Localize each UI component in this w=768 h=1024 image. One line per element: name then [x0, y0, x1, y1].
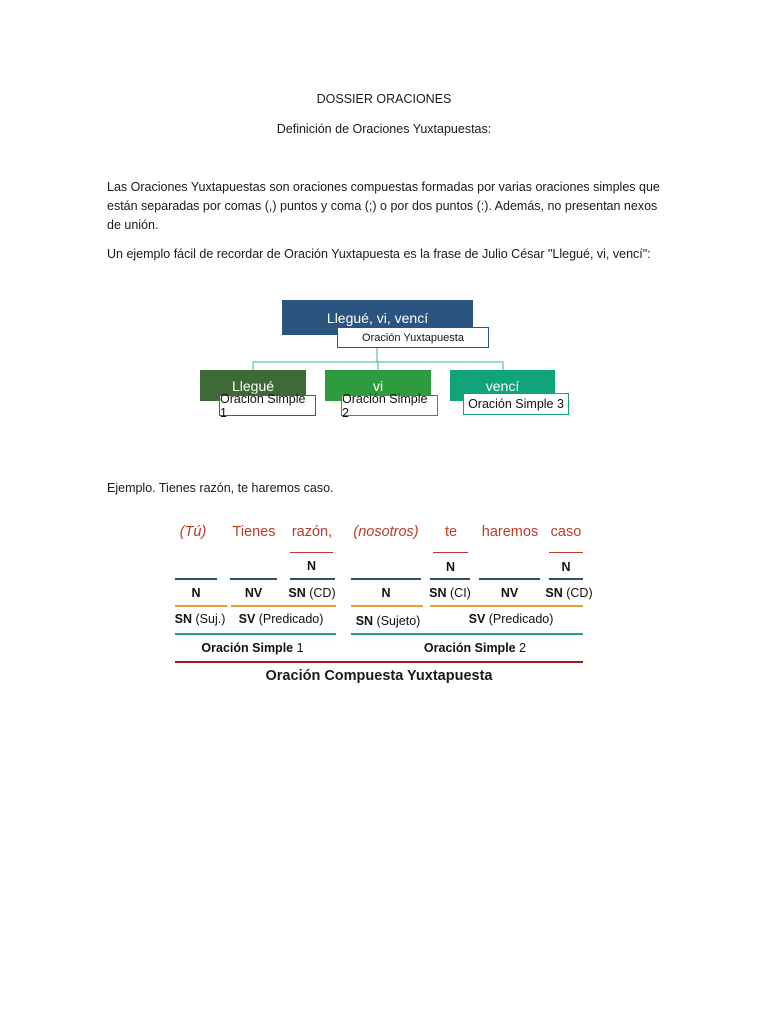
nucleus-line-2 — [433, 552, 468, 553]
simple-sentence-label-2 — [390, 641, 560, 655]
tree-child-word-3: vencí — [485, 377, 520, 394]
function-line-3 — [290, 578, 335, 580]
analysis-word-2: Tienes — [232, 524, 276, 540]
phrase-line-2 — [231, 605, 336, 607]
analysis-word-6: haremos — [481, 524, 539, 540]
phrase-line-3 — [351, 605, 423, 607]
tree-child-label-1: Oración Simple 1 — [219, 395, 316, 416]
function-label-5-rest: (CI) — [446, 586, 471, 600]
phrase-label-3-bold: SN — [355, 614, 374, 628]
nucleus-mark-2: N — [445, 560, 456, 574]
function-label-1 — [175, 586, 217, 600]
simple-sentence-label-2-rest: 2 — [515, 641, 527, 655]
phrase-label-4 — [456, 612, 566, 626]
phrase-label-3-rest: (Sujeto) — [373, 614, 421, 628]
definition-paragraph: Las Oraciones Yuxtapuestas son oraciones compuestas formadas por varias oraciones simples que están separadas por comas (,) puntos y coma (;) o por dos puntos (:). Además, no presentan nexos de unión. — [107, 180, 660, 232]
phrase-label-3 — [348, 614, 428, 628]
function-label-2-bold: NV — [244, 586, 263, 600]
tree-child-label-3: Oración Simple 3 — [463, 393, 569, 415]
compound-sentence-line — [175, 661, 583, 663]
phrase-label-1 — [170, 612, 230, 626]
tree-root-text: Llegué, vi, vencí — [326, 309, 429, 326]
phrase-label-1-bold: SN — [174, 612, 193, 626]
nucleus-mark-1: N — [306, 559, 317, 573]
function-label-6-bold: NV — [500, 586, 519, 600]
phrase-label-4-bold: SV — [468, 612, 486, 626]
phrase-label-4-rest: (Predicado) — [485, 612, 554, 626]
simple-sentence-line-1 — [175, 633, 336, 635]
function-label-6 — [479, 586, 540, 600]
analysis-word-7: caso — [550, 524, 582, 540]
phrase-label-2-bold: SV — [238, 612, 256, 626]
function-line-5 — [430, 578, 470, 580]
analysis-word-5: te — [444, 524, 458, 540]
example-intro-paragraph: Un ejemplo fácil de recordar de Oración Yuxtapuesta es la frase de Julio César "Llegué, vi, vencí": — [107, 247, 651, 261]
function-line-7 — [549, 578, 583, 580]
function-label-7 — [540, 586, 598, 600]
phrase-label-2-rest: (Predicado) — [255, 612, 324, 626]
function-label-3 — [284, 586, 340, 600]
simple-sentence-label-1 — [175, 641, 330, 655]
analysis-word-1: (Tú) — [179, 524, 207, 540]
function-line-2 — [230, 578, 277, 580]
example-sentence-heading: Ejemplo. Tienes razón, te haremos caso. — [107, 481, 334, 495]
simple-sentence-label-2-bold: Oración Simple — [423, 641, 516, 655]
function-line-4 — [351, 578, 421, 580]
function-label-3-rest: (CD) — [305, 586, 336, 600]
nucleus-line-3 — [549, 552, 583, 553]
document-title: DOSSIER ORACIONES — [316, 92, 452, 106]
phrase-line-4 — [430, 605, 583, 607]
compound-sentence-label: Oración Compuesta Yuxtapuesta — [265, 668, 493, 684]
function-line-6 — [479, 578, 540, 580]
tree-child-word-1: Llegué — [231, 377, 275, 394]
nucleus-line-1 — [290, 552, 333, 553]
tree-root-label: Oración Yuxtapuesta — [337, 327, 489, 348]
phrase-line-1 — [175, 605, 227, 607]
function-label-5-bold: SN — [429, 586, 447, 600]
function-label-5 — [426, 586, 474, 600]
function-label-7-rest: (CD) — [562, 586, 593, 600]
document-subtitle: Definición de Oraciones Yuxtapuestas: — [276, 122, 492, 136]
tree-child-word-2: vi — [372, 377, 384, 394]
nucleus-mark-3: N — [561, 560, 571, 574]
tree-child-label-2: Oración Simple 2 — [341, 395, 438, 416]
function-label-3-bold: SN — [288, 586, 306, 600]
function-label-2 — [230, 586, 277, 600]
simple-sentence-label-1-bold: Oración Simple — [201, 641, 294, 655]
analysis-word-3: razón, — [291, 524, 333, 540]
phrase-label-1-rest: (Suj.) — [192, 612, 226, 626]
function-label-4-bold: N — [381, 586, 391, 600]
phrase-label-2 — [231, 612, 331, 626]
simple-sentence-line-2 — [351, 633, 583, 635]
function-label-1-bold: N — [191, 586, 201, 600]
simple-sentence-label-1-rest: 1 — [293, 641, 304, 655]
function-line-1 — [175, 578, 217, 580]
function-label-7-bold: SN — [545, 586, 563, 600]
analysis-word-4: (nosotros) — [353, 524, 419, 540]
function-label-4 — [351, 586, 421, 600]
